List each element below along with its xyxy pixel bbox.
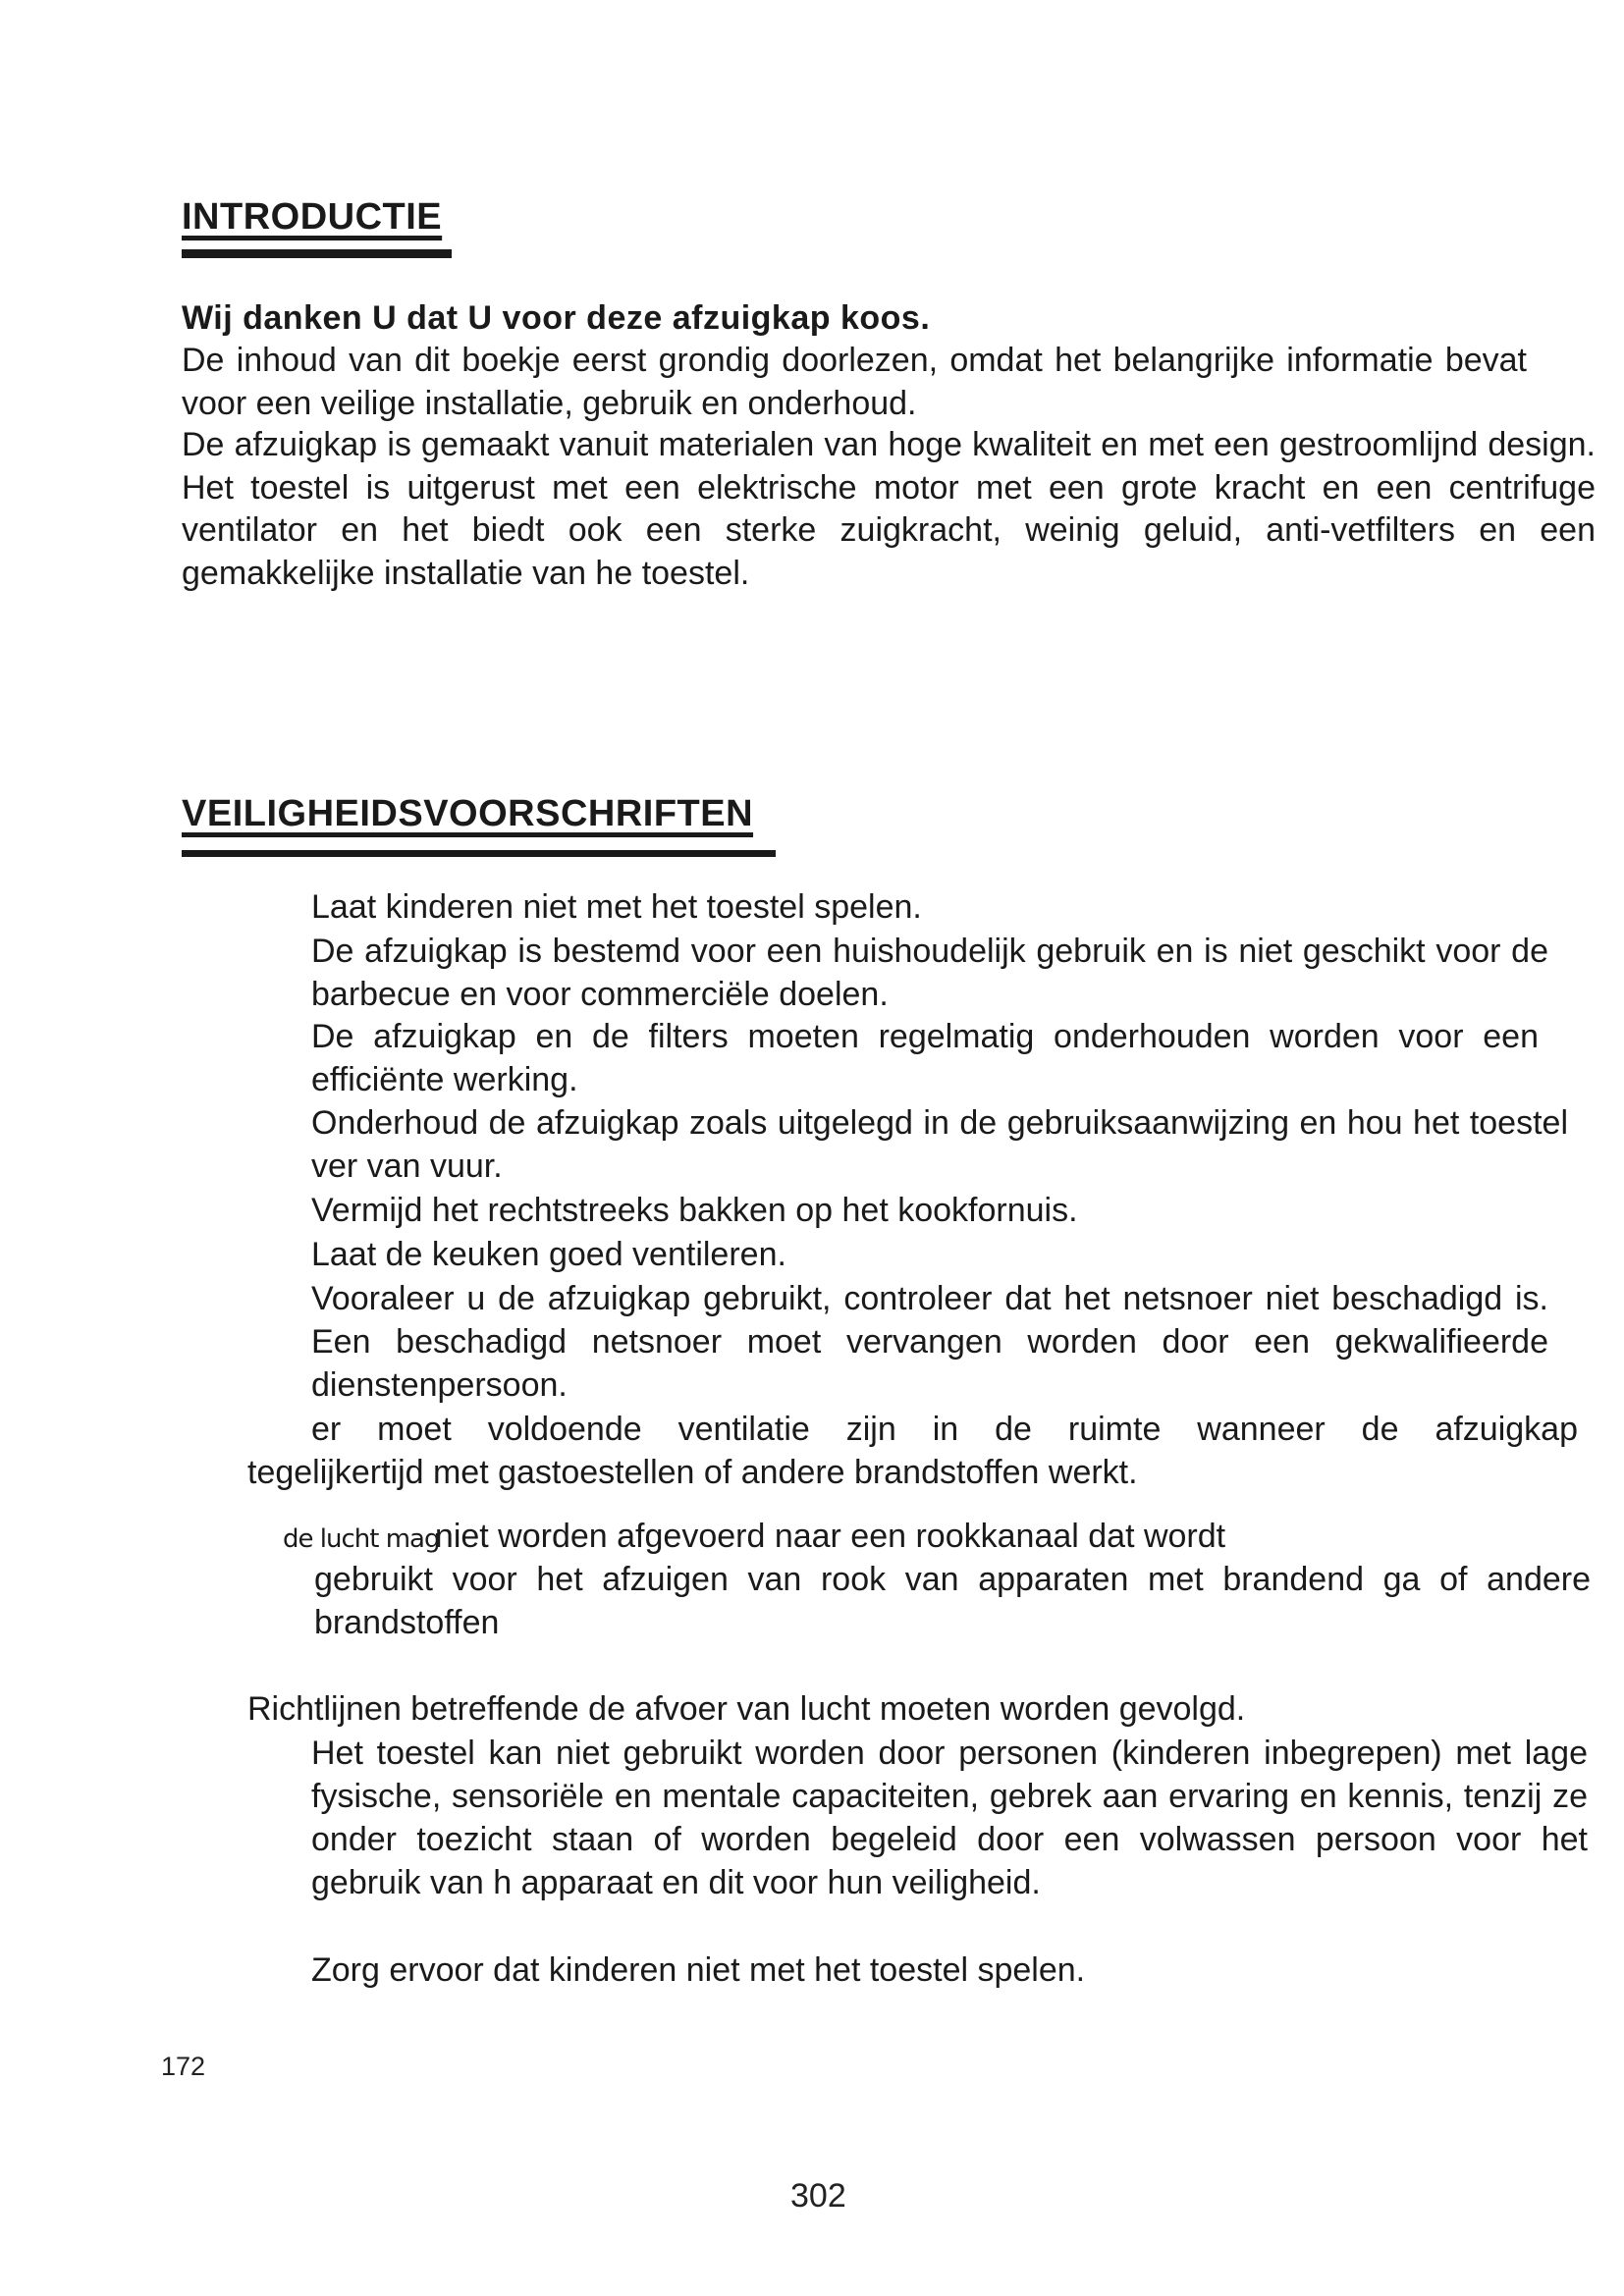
list-item: Vooraleer u de afzuigkap gebruikt, controleer dat het netsnoer niet beschadigd is. Een beschadigd netsnoer moet vervangen worden door een gekwalifieerde dienstenpersoon.	[311, 1280, 1548, 1404]
intro-paragraph-2: De afzuigkap is gemaakt vanuit materialen van hoge kwaliteit en met een gestroomlijnd design. Het toestel is uitgerust met een elektrische motor met een grote kracht en een centrifuge ventilator en het biedt ook een sterke zuigkracht, weinig geluid, anti-vetfilters en een gemakkelijke installatie van he toestel.	[182, 426, 1596, 593]
intro-thanks: Wij danken U dat U voor deze afzuigkap koos.	[182, 299, 931, 337]
intro-heading: INTRODUCTIE	[182, 196, 443, 238]
list-item: gebruikt voor het afzuigen van rook van apparaten met brandend ga of andere brandstoffen	[314, 1561, 1591, 1641]
small-page-number: 172	[161, 2052, 206, 2081]
list-item: Richtlijnen betreffende de afvoer van lucht moeten worden gevolgd.	[247, 1690, 1246, 1728]
list-item: Het toestel kan niet gebruikt worden door personen (kinderen inbegrepen) met lage fysische, sensoriële en mentale capaciteiten, gebrek aan ervaring en kennis, tenzij ze onder toezicht staan of worden begeleid door een volwassen persoon voor het gebruik van h apparaat en dit voor hun veiligheid.	[311, 1735, 1588, 1901]
list-item: er moet voldoende ventilatie zijn in de ruimte wanneer de afzuigkap	[311, 1411, 1578, 1448]
list-item: De afzuigkap is bestemd voor een huishoudelijk gebruik en is niet geschikt voor de barbecue en voor commerciële doelen.	[311, 933, 1548, 1013]
intro-paragraph-1: De inhoud van dit boekje eerst grondig doorlezen, omdat het belangrijke informatie bevat voor een veilige installatie, gebruik en onderhoud.	[182, 342, 1527, 422]
list-item: Laat de keuken goed ventileren.	[311, 1236, 786, 1273]
safety-heading: VEILIGHEIDSVOORSCHRIFTEN	[182, 793, 754, 834]
list-item: De afzuigkap en de filters moeten regelmatig onderhouden worden voor een efficiënte werking.	[311, 1018, 1539, 1098]
list-item	[283, 1515, 1589, 1561]
list-item: tegelijkertijd met gastoestellen of andere brandstoffen werkt.	[247, 1454, 1138, 1491]
page-number: 302	[790, 2177, 846, 2215]
list-item: Zorg ervoor dat kinderen niet met het toestel spelen.	[311, 1951, 1086, 1989]
list-item: Laat kinderen niet met het toestel spelen.	[311, 888, 922, 926]
list-item: Vermijd het rechtstreeks bakken op het kookfornuis.	[311, 1192, 1078, 1229]
list-item: Onderhoud de afzuigkap zoals uitgelegd in de gebruiksaanwijzing en hou het toestel ver van vuur.	[311, 1104, 1568, 1185]
list-item-lead: de lucht mag	[283, 1524, 440, 1554]
list-item-text: niet worden afgevoerd naar een rookkanaal dat wordt	[434, 1518, 1226, 1555]
